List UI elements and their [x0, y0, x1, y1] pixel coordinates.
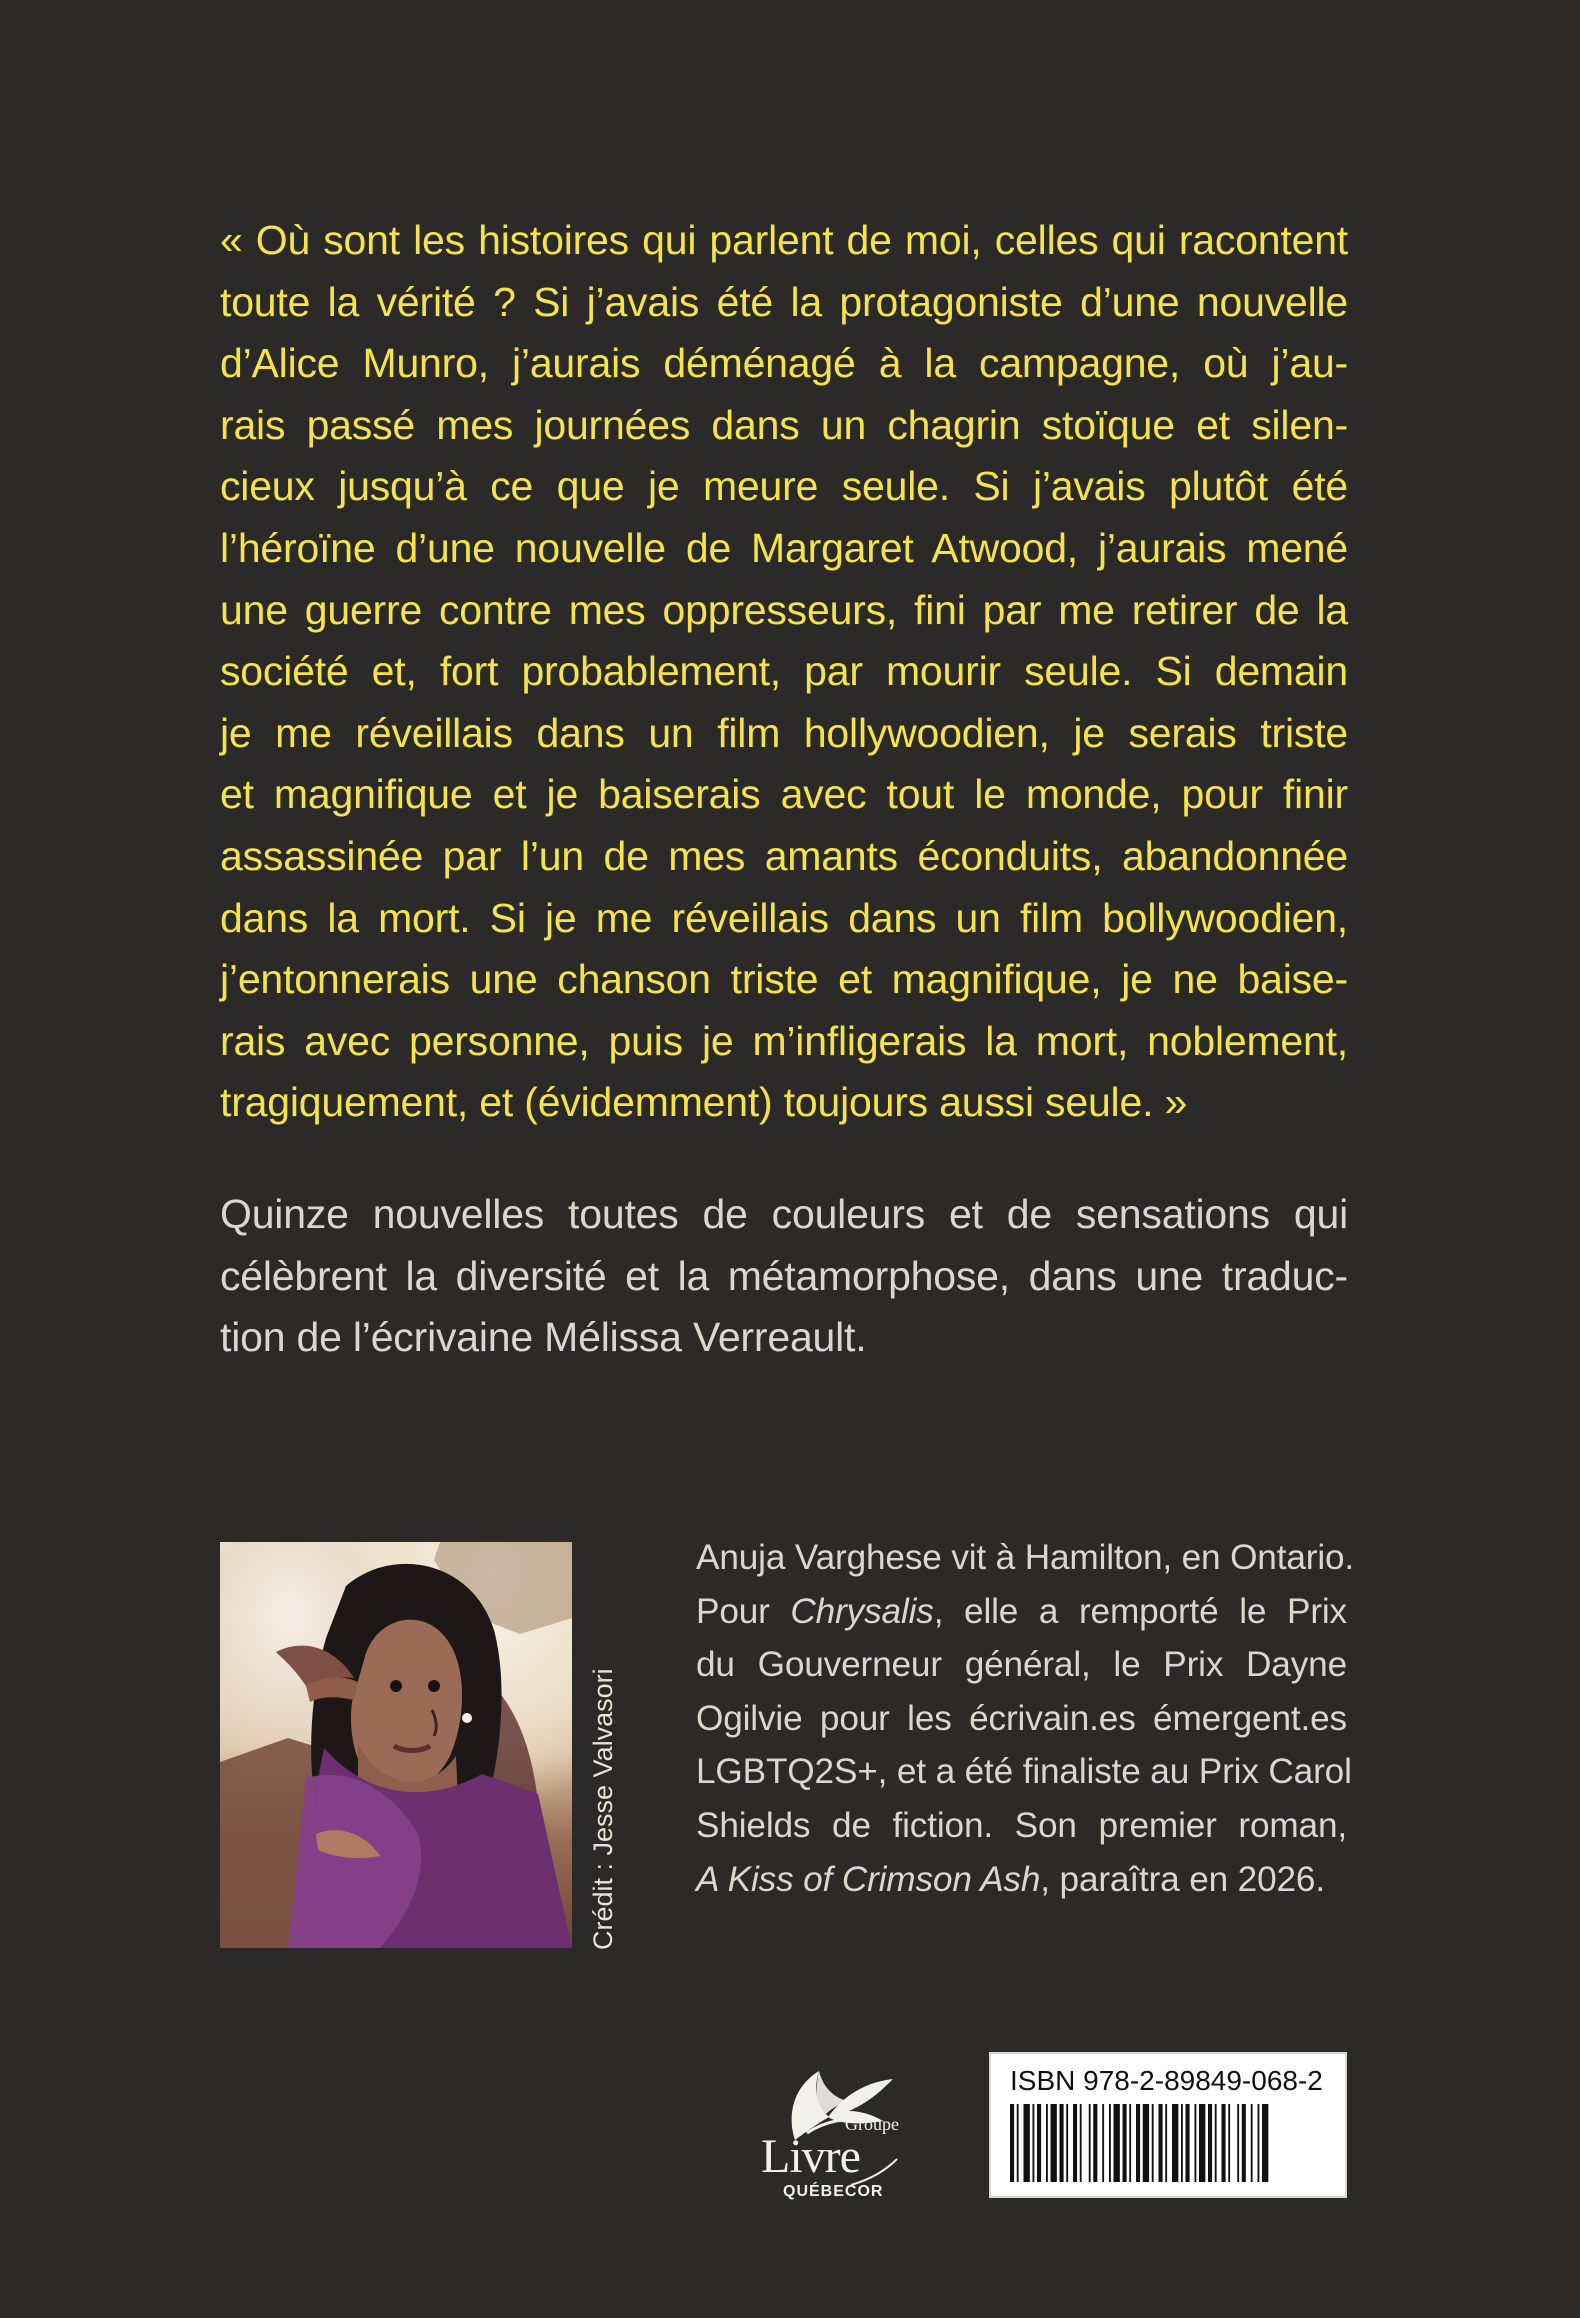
quote-line-4: rais passé mes journées dans un chagrin stoïque et silen- [220, 401, 1348, 448]
barcode-bar [1186, 2104, 1190, 2182]
bio-line-7-suffix: , paraîtra en 2026. [1040, 1859, 1325, 1899]
barcode-bar [1242, 2104, 1246, 2182]
quote-line-6: l’héroïne d’une nouvelle de Margaret Atwood, j’aurais mené [220, 524, 1348, 571]
quote-line-14: rais avec personne, puis je m’infligerais la mort, noblement, [220, 1017, 1348, 1064]
summary-line-2: célèbrent la diversité et la métamorphose, dans une traduc- [220, 1252, 1348, 1299]
barcode-bar [1089, 2104, 1091, 2182]
barcode-bar [1073, 2104, 1077, 2182]
quote-line-13: j’entonnerais une chanson triste et magnifique, je ne baise- [220, 956, 1348, 1003]
barcode-bar [1033, 2104, 1035, 2182]
barcode-bar [1066, 2104, 1068, 2182]
bio-line-6: Shields de fiction. Son premier roman, [696, 1805, 1347, 1845]
barcode-bar [1129, 2104, 1131, 2182]
barcode [1010, 2104, 1328, 2182]
quote-line-12: dans la mort. Si je me réveillais dans un film bollywoodien, [220, 894, 1348, 941]
barcode-bar [1123, 2104, 1127, 2182]
barcode-bar [1208, 2104, 1212, 2182]
quote-line-9: je me réveillais dans un film hollywoodien, je serais triste [220, 709, 1348, 756]
book-title-next-novel: A Kiss of Crimson Ash [696, 1859, 1041, 1899]
barcode-bar [1237, 2104, 1239, 2182]
bio-line-2 [696, 1585, 1347, 1639]
bio-line-2-prefix: Pour [696, 1591, 791, 1631]
publisher-logo-main-text: Livre [761, 2130, 860, 2183]
quote-line-1: « Où sont les histoires qui parlent de moi, celles qui racontent [220, 217, 1348, 263]
barcode-bar [1258, 2104, 1260, 2182]
barcode-bar [1215, 2104, 1217, 2182]
bio-line-1: Anuja Varghese vit à Hamilton, en Ontario. [696, 1538, 1355, 1577]
barcode-bar [1037, 2104, 1041, 2182]
quote-line-2: toute la vérité ? Si j’avais été la protagoniste d’une nouvelle [220, 278, 1348, 325]
barcode-bar [1251, 2104, 1253, 2182]
barcode-bar [1114, 2104, 1120, 2182]
publisher-logo [735, 2045, 925, 2200]
barcode-bar [1024, 2104, 1030, 2182]
bio-line-7 [696, 1853, 1347, 1907]
barcode-bar [1080, 2104, 1082, 2182]
bio-line-3: du Gouverneur général, le Prix Dayne [696, 1645, 1347, 1685]
barcode-bar [1102, 2104, 1104, 2182]
barcode-bar [1181, 2104, 1183, 2182]
barcode-bar [1172, 2104, 1178, 2182]
publisher-logo-bottom-text: QUÉBECOR [783, 2183, 884, 2200]
isbn-barcode-box [989, 2052, 1347, 2198]
author-bio [696, 1531, 1355, 1906]
barcode-bar [1199, 2104, 1205, 2182]
summary-line-3: tion de l’écrivaine Mélissa Verreault. [220, 1314, 867, 1361]
quote-line-5: cieux jusqu’à ce que je meure seule. Si j’avais plutôt été [220, 463, 1348, 510]
barcode-bar [1051, 2104, 1057, 2182]
barcode-bar [1152, 2104, 1154, 2182]
barcode-bar [1165, 2104, 1167, 2182]
barcode-bar [1010, 2104, 1014, 2182]
barcode-bar [1109, 2104, 1111, 2182]
barcode-bar [1046, 2104, 1048, 2182]
barcode-bar [1195, 2104, 1197, 2182]
barcode-bar [1017, 2104, 1019, 2182]
barcode-bar [1159, 2104, 1163, 2182]
bio-line-4: Ogilvie pour les écrivain.es émergent.es [696, 1698, 1347, 1738]
quote-line-10: et magnifique et je baiserais avec tout le monde, pour finir [220, 771, 1348, 818]
quote-line-8: société et, fort probablement, par mourir seule. Si demain [220, 648, 1348, 695]
photo-credit: Crédit : Jesse Valvasori [588, 1668, 618, 1950]
bio-line-2-suffix: , elle a remporté le Prix [933, 1591, 1347, 1631]
isbn-label: ISBN 978-2-89849-068-2 [1010, 2065, 1323, 2096]
author-photo [220, 1542, 572, 1948]
barcode-bar [1228, 2104, 1230, 2182]
barcode-bar [1262, 2104, 1268, 2182]
quote-line-7: une guerre contre mes oppresseurs, fini par me retirer de la [220, 586, 1348, 633]
quote-line-11: assassinée par l’un de mes amants éconduits, abandonnée [220, 832, 1348, 879]
barcode-bar [1093, 2104, 1097, 2182]
summary-line-1: Quinze nouvelles toutes de couleurs et de sensations qui [220, 1191, 1348, 1237]
quote-line-3: d’Alice Munro, j’aurais déménagé à la campagne, où j’au- [220, 340, 1348, 387]
publisher-logo-small-text: Groupe [845, 2114, 899, 2134]
bio-line-5: LGBTQ2S+, et a été finaliste au Prix Carol [696, 1752, 1352, 1792]
barcode-bar [1136, 2104, 1140, 2182]
book-title-chrysalis: Chrysalis [790, 1591, 934, 1631]
barcode-bar [1222, 2104, 1226, 2182]
book-summary [220, 1184, 1348, 1369]
barcode-bar [1060, 2104, 1064, 2182]
book-quote [220, 210, 1348, 1134]
author-photo-illustration [220, 1542, 572, 1948]
barcode-bar [1143, 2104, 1149, 2182]
quote-line-15: tragiquement, et (évidemment) toujours aussi seule. » [220, 1079, 1188, 1126]
